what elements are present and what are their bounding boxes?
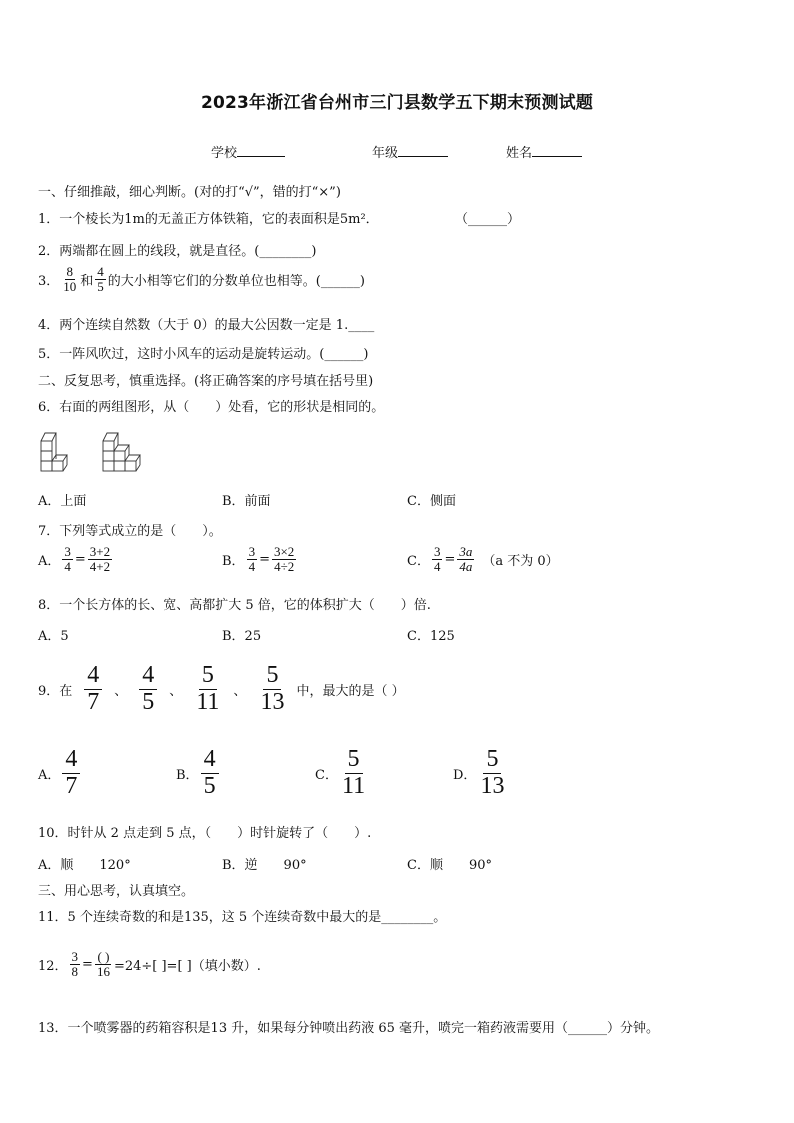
- q7-option-a[interactable]: A． $\frac{3}{4}$ = $\frac{3+2}{4+2}$: [38, 544, 111, 574]
- q8-option-c[interactable]: C．125: [407, 629, 455, 644]
- q6-option-c[interactable]: C．侧面: [407, 494, 456, 509]
- question-9: 9．在 $\frac{4}{7}$ 、 $\frac{4}{5}$ 、 $\frac{5}{11}$ 、 $\frac{5}{13}$ 中，最大的是（ ）: [38, 661, 405, 715]
- section1-heading: 一、仔细推敲，细心判断。(对的打“√”，错的打“×”): [38, 185, 341, 200]
- q3-fraction-1: $\frac{8}{10}$: [63, 264, 77, 294]
- name-label: 姓名: [506, 146, 533, 161]
- question-12-text: =24÷[ ]=[ ]（填小数）.: [113, 958, 261, 974]
- question-3-text: 的大小相等它们的分数单位也相等。(______): [107, 273, 365, 289]
- question-5: 5．一阵风吹过，这时小风车的运动是旋转运动。(______): [38, 347, 369, 362]
- section2-heading: 二、反复思考，慎重选择。(将正确答案的序号填在括号里): [38, 374, 374, 389]
- question-7: 7．下列等式成立的是（ ）。: [38, 524, 222, 539]
- q7-option-c-note: （a 不为 0）: [482, 553, 559, 569]
- q9-fraction-2: $\frac{4}{5}$: [139, 663, 157, 715]
- q7-option-c[interactable]: C． $\frac{3}{4}$ = $\frac{3a}{4a}$ （a 不为 0）: [407, 544, 559, 574]
- school-label: 学校: [211, 146, 238, 161]
- school-blank[interactable]: [237, 144, 285, 157]
- q9-fraction-3: $\frac{5}{11}$: [196, 661, 220, 715]
- question-4: 4．两个连续自然数（大于 0）的最大公因数一定是 1.____: [38, 318, 375, 333]
- grade-blank[interactable]: [398, 144, 448, 157]
- name-blank[interactable]: [532, 144, 582, 157]
- question-8: 8．一个长方体的长、宽、高都扩大 5 倍，它的体积扩大（ ）倍.: [38, 598, 431, 613]
- question-2: 2．两端都在圆上的线段，就是直径。(________): [38, 244, 317, 259]
- q9-option-c[interactable]: C． $\frac{5}{11}$: [315, 745, 366, 799]
- q10-option-b[interactable]: B．逆 90°: [222, 858, 307, 873]
- q9-option-a[interactable]: A． $\frac{4}{7}$: [38, 741, 82, 805]
- question-3: 3． $\frac{8}{10}$ 和 $\frac{4}{5}$ 的大小相等它们的分数单位也相等。(______): [38, 264, 365, 294]
- q8-option-a[interactable]: A．5: [38, 629, 69, 644]
- name-field: [506, 142, 582, 161]
- q10-option-c[interactable]: C．顺 90°: [407, 858, 492, 873]
- question-1: 1．一个棱长为1m的无盖正方体铁箱，它的表面积是5m²．: [38, 212, 379, 227]
- q12-blank-fraction[interactable]: $\frac{( )}{16}$: [96, 949, 110, 979]
- question-9-text: 中，最大的是（ ）: [296, 683, 405, 699]
- question-10: 10．时针从 2 点走到 5 点，（ ）时针旋转了（ ）.: [38, 826, 372, 841]
- q6-option-b[interactable]: B．前面: [222, 494, 271, 509]
- school-field: [211, 142, 285, 161]
- page-title: 2023年浙江省台州市三门县数学五下期末预测试题: [200, 93, 594, 113]
- question-3-number: 3．: [38, 273, 60, 289]
- q9-fraction-4: $\frac{5}{13}$: [260, 661, 285, 715]
- question-12: 12． $\frac{3}{8}$ = $\frac{( )}{16}$ =24÷[ ]=[ ]（填小数）.: [38, 949, 261, 979]
- q9-option-b[interactable]: B． $\frac{4}{5}$: [176, 741, 221, 805]
- cube-figure-2: [100, 428, 142, 472]
- grade-label: 年级: [372, 146, 399, 161]
- question-11: 11．5 个连续奇数的和是135，这 5 个连续奇数中最大的是________。: [38, 910, 447, 925]
- question-9-number: 9．在: [38, 683, 73, 699]
- q9-option-d[interactable]: D． $\frac{5}{13}$: [453, 745, 505, 799]
- question-1-answer-blank[interactable]: （______）: [455, 212, 521, 227]
- q9-fraction-1: $\frac{4}{7}$: [84, 663, 102, 715]
- question-6: 6．右面的两组图形，从（ ）处看，它的形状是相同的。: [38, 400, 385, 415]
- grade-field: [372, 142, 448, 161]
- cube-figure-1: [38, 428, 70, 472]
- section3-heading: 三、用心思考，认真填空。: [38, 884, 195, 899]
- question-12-number: 12．: [38, 958, 68, 974]
- q6-option-a[interactable]: A．上面: [38, 494, 87, 509]
- q8-option-b[interactable]: B．25: [222, 629, 262, 644]
- q7-option-b[interactable]: B． $\frac{3}{4}$ = $\frac{3\times 2}{4\div 2}$: [222, 544, 295, 574]
- q10-option-a[interactable]: A．顺 120°: [38, 858, 131, 873]
- question-13: 13．一个喷雾器的药箱容积是13 升，如果每分钟喷出药液 65 毫升，喷完一箱药液需要用（______）分钟。: [38, 1021, 660, 1036]
- q3-fraction-2: $\frac{4}{5}$: [97, 264, 104, 294]
